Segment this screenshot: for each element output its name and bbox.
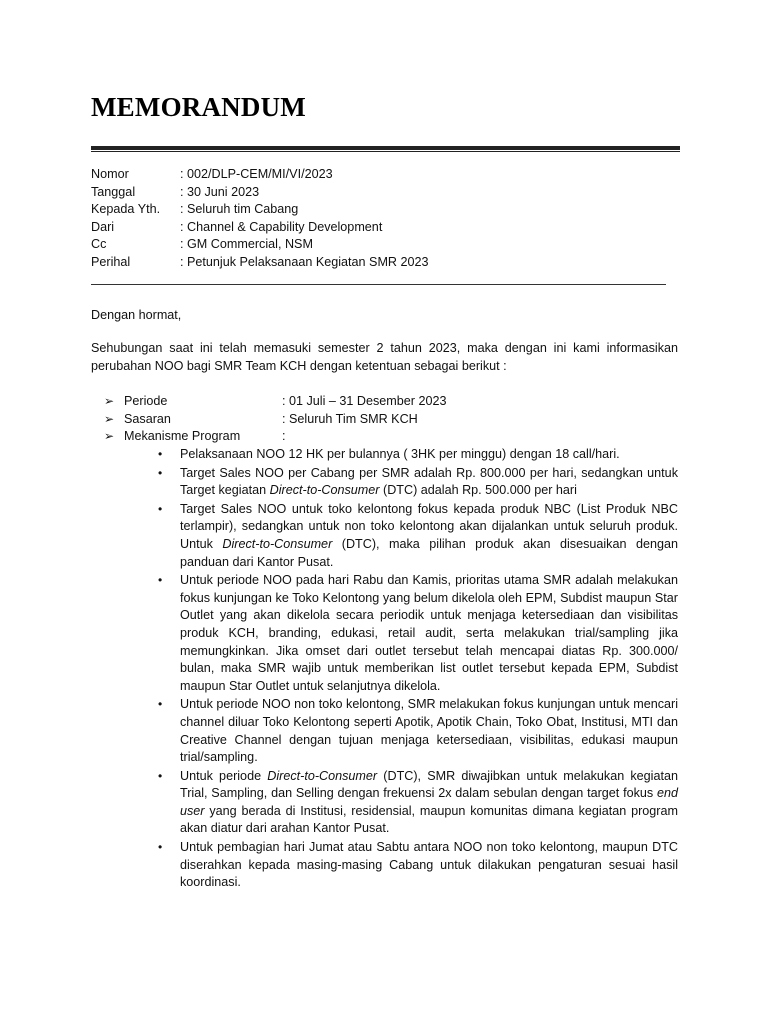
list-item	[158, 572, 678, 695]
meta-value: : Seluruh tim Cabang	[180, 202, 299, 217]
item-value: :	[282, 429, 286, 444]
arrow-bullet-icon: ➢	[104, 429, 115, 444]
greeting: Dengan hormat,	[91, 308, 182, 322]
meta-key: Perihal	[91, 254, 131, 269]
list-item	[158, 446, 678, 464]
list-item	[158, 501, 678, 571]
meta-value: : 30 Juni 2023	[180, 184, 260, 199]
meta-value: : 002/DLP-CEM/MI/VI/2023	[180, 167, 333, 181]
item-value: : Seluruh Tim SMR KCH	[282, 411, 418, 426]
item-label: Mekanisme Program	[124, 429, 241, 444]
arrow-bullet-icon: ➢	[104, 394, 115, 408]
bullet-icon: •	[158, 840, 163, 855]
list-item-text: Untuk pembagian hari Jumat atau Sabtu antara NOO non toko kelontong, maupun DTC diserahkan kepada masing-masing Cabang untuk dilakukan pengaturan sesuai hasil koordinasi.	[180, 840, 678, 890]
meta-value: : Channel & Capability Development	[180, 219, 383, 234]
list-item-emphasis: Direct-to-Consumer	[267, 768, 378, 783]
bullet-icon: •	[158, 465, 163, 480]
bullet-icon: •	[158, 447, 163, 461]
intro-paragraph: Sehubungan saat ini telah memasuki semester 2 tahun 2023, maka dengan ini kami informasikan perubahan NOO bagi SMR Team KCH dengan ketentuan sebagai berikut :	[91, 341, 678, 373]
list-item-emphasis: Direct-to-Consumer	[269, 483, 380, 498]
list-item-text: Target Sales NOO untuk toko kelontong fokus kepada produk NBC (List Produk NBC terlampir), sedangkan untuk non toko kelontong akan dijalankan untuk seluruh produk. Untuk	[180, 501, 678, 551]
header-divider	[91, 284, 666, 285]
item-value: : 01 Juli – 31 Desember 2023	[282, 394, 447, 408]
meta-key: Cc	[91, 237, 107, 252]
bullet-icon: •	[158, 768, 163, 783]
meta-value: : Petunjuk Pelaksanaan Kegiatan SMR 2023	[180, 254, 429, 269]
meta-key: Kepada Yth.	[91, 202, 161, 217]
list-item-text: Untuk periode NOO pada hari Rabu dan Kamis, prioritas utama SMR adalah melakukan fokus kunjungan ke Toko Kelontong yang belum dikelola oleh EPM, Subdist maupun Star Outlet yang akan dikelola secara periodik untuk menjaga ketersediaan dan visibilitas produk KCH, branding, edukasi, retail audit, serta melakukan trial/sampling jika memungkinkan. Jika omset dari outlet tersebut telah mencapai diatas Rp. 300.000/ bulan, maka SMR wajib untuk memberikan list outlet tersebut kepada EPM, Subdist maupun Star Outlet untuk selanjutnya dikelola.	[180, 573, 678, 693]
list-item-text: Untuk periode	[180, 768, 268, 783]
memo-title: MEMORANDUM	[91, 92, 306, 122]
item-label: Sasaran	[124, 411, 171, 426]
list-item-text: (DTC) adalah Rp. 500.000 per hari	[379, 483, 577, 498]
item-label: Periode	[124, 394, 168, 408]
meta-key: Dari	[91, 219, 115, 234]
meta-value: : GM Commercial, NSM	[180, 237, 313, 252]
mechanism-list	[158, 446, 678, 893]
list-item-emphasis: Direct-to-Consumer	[222, 536, 333, 551]
list-item-emphasis: end user	[180, 786, 678, 818]
list-item-text: yang berada di Institusi, residensial, maupun komunitas dimana kegiatan program akan diatur dari arahan Kantor Pusat.	[180, 803, 678, 836]
list-item	[158, 465, 678, 500]
list-item-text: (DTC), SMR diwajibkan untuk melakukan kegiatan Trial, Sampling, dan Selling dengan frekuensi 2x dalam sebulan dengan target fokus	[180, 768, 678, 801]
title-rule-thick	[91, 146, 680, 150]
list-item-text: Untuk periode NOO non toko kelontong, SMR melakukan fokus kunjungan untuk mencari channel diluar Toko Kelontong seperti Apotik, Apotik Chain, Toko Obat, Institusi, MTI dan Creative Channel dengan tujuan menjaga ketersediaan, visibilitas, edukasi maupun trial/sampling.	[180, 697, 678, 765]
bullet-icon: •	[158, 697, 163, 712]
arrow-bullet-icon: ➢	[104, 411, 115, 426]
list-item	[158, 768, 678, 838]
meta-key: Nomor	[91, 167, 129, 181]
title-rule-thin	[91, 151, 680, 152]
list-item	[158, 839, 678, 892]
bullet-icon: •	[158, 501, 163, 516]
list-item-text: Target Sales NOO per Cabang per SMR adalah Rp. 800.000 per hari, sedangkan untuk Target kegiatan	[180, 465, 678, 498]
list-item-text: (DTC), maka pilihan produk akan disesuaikan dengan panduan dari Kantor Pusat.	[180, 536, 678, 569]
list-item-text: Pelaksanaan NOO 12 HK per bulannya ( 3HK per minggu) dengan 18 call/hari.	[180, 447, 620, 461]
meta-key: Tanggal	[91, 184, 136, 199]
list-item	[158, 696, 678, 766]
bullet-icon: •	[158, 573, 163, 588]
